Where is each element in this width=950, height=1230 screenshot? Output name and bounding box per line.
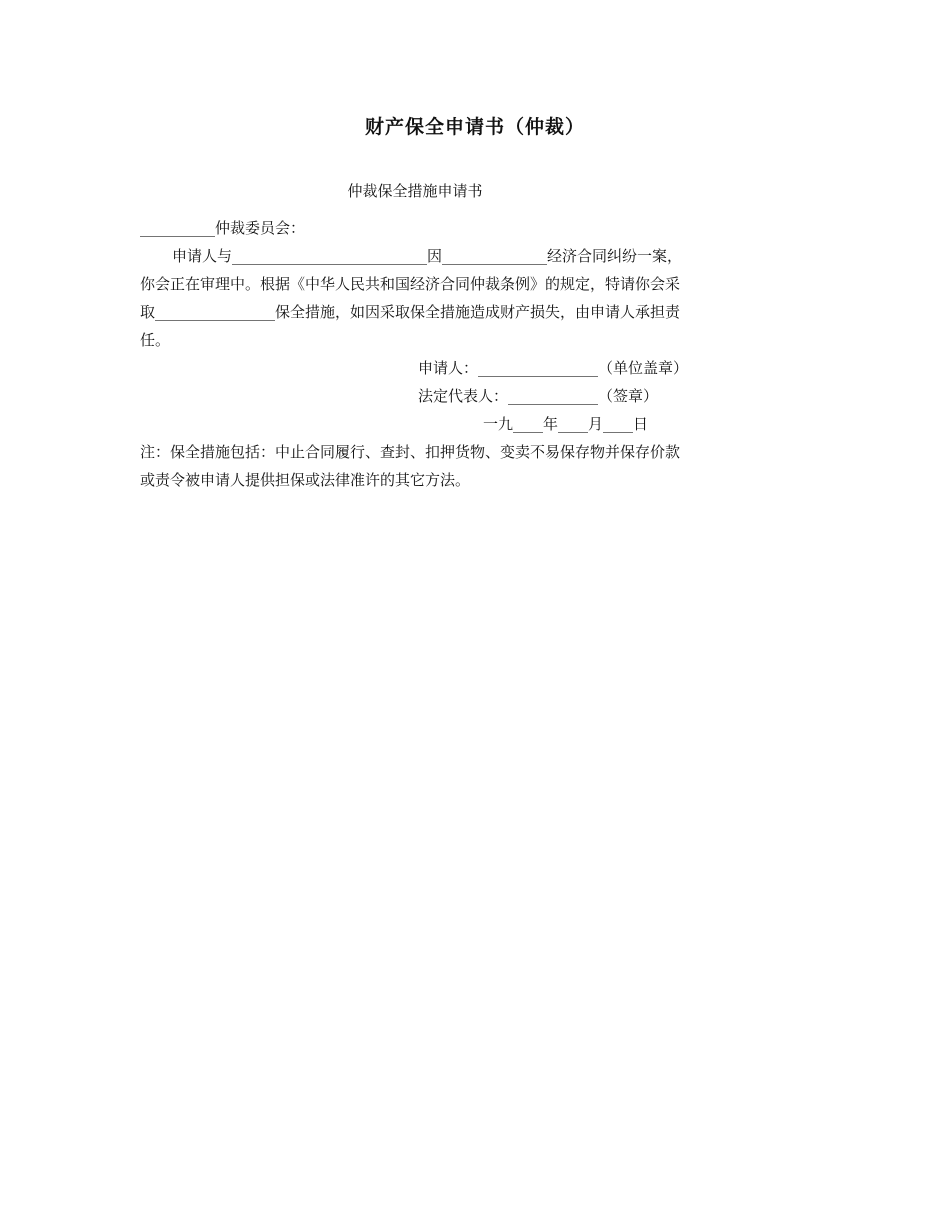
document-subtitle: 仲裁保全措施申请书 (347, 182, 483, 200)
addressee-line: __________仲裁委员会： (140, 219, 306, 237)
request-paragraph (140, 242, 730, 354)
document-title: 财产保全申请书（仲裁） (364, 116, 585, 138)
note-line: 或责令被申请人提供担保或法律准许的其它方法。 (140, 471, 471, 489)
paragraph-line: 取________________保全措施，如因采取保全措施造成财产损失，由申请人承担责 (140, 303, 681, 321)
paragraph-line: 申请人与__________________________因______________经济合同纠纷一案， (172, 247, 683, 265)
paragraph-line: 你会正在审理中。根据《中华人民共和国经济合同仲裁条例》的规定，特请你会采 (140, 275, 681, 293)
date-line: 一九____年____月____日 (483, 415, 649, 433)
applicant-signature-line: 申请人：________________（单位盖章） (418, 359, 689, 377)
paragraph-line: 任。 (140, 331, 171, 349)
legal-representative-line: 法定代表人：____________（签章） (418, 387, 659, 405)
note-paragraph (140, 438, 730, 494)
note-line: 注：保全措施包括：中止合同履行、查封、扣押货物、变卖不易保存物并保存价款 (140, 443, 681, 461)
